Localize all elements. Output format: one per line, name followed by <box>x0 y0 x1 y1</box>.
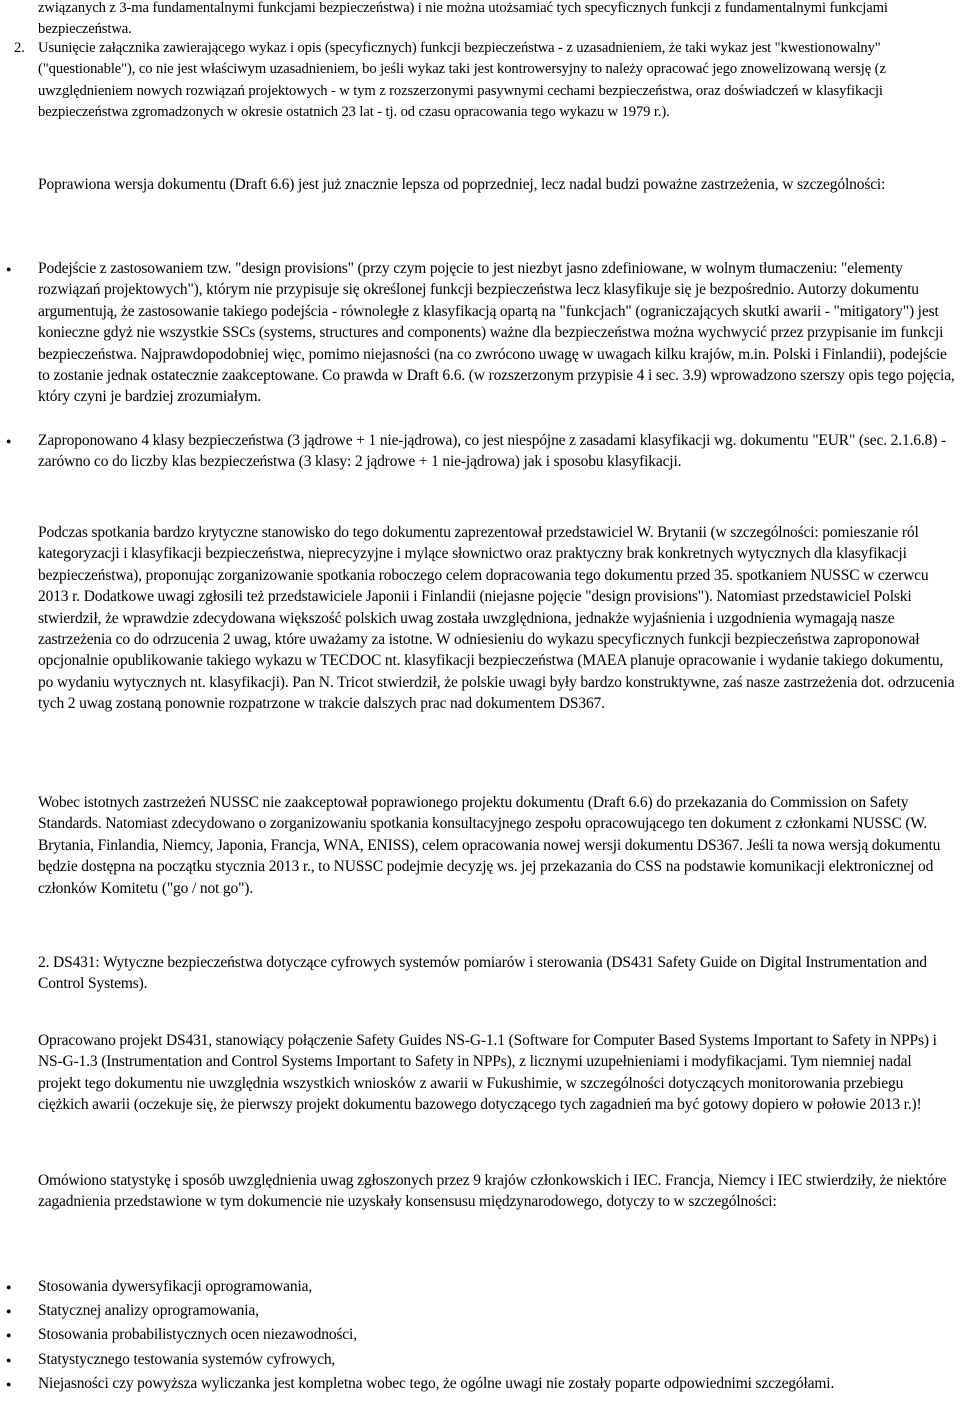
bullet-marker <box>6 430 16 440</box>
meeting-paragraph: Podczas spotkania bardzo krytyczne stanowisko do tego dokumentu zaprezentował przedstawiciel W. Brytanii (w szczególności: pomieszanie ról kategoryzacji i klasyfikacji bezpieczeństwa, nieprecyzyjne i mylące słownictwo oraz praktyczny brak konkretnych wytycznych dla klasyfikacji bezpieczeństwa), proponując zorganizowanie spotkania roboczego celem dopracowania tego dokumentu przed 35. spotkaniem NUSSC w czerwcu 2013 r. Dodatkowe uwagi zgłosili też przedstawiciele Japonii i Finlandii (niejasne pojęcie "design provisions"). Natomiast przedstawiciel Polski stwierdził, że wprawdzie zdecydowana większość polskich uwag została uwzględniona, jednakże wyjaśnienia i uzgodnienia wymagają nasze zastrzeżenia co do odrzucenia 2 uwag, które uważamy za istotne. W odniesieniu do wykazu specyficznych funkcji bezpieczeństwa zaproponował opcjonalnie opublikowanie takiego wykazu w TECDOC nt. klasyfikacji bezpieczeństwa (MAEA planuje opracowanie i wydanie takiego dokumentu, po wydaniu wytycznych nt. klasyfikacji). Pan N. Tricot stwierdził, że polskie uwagi były bardzo konstruktywne, zaś nasze zastrzeżenia dot. odrzucenia tych 2 uwag zostaną ponownie rozpatrzone w trakcie dalszych prac nad dokumentem DS367. <box>38 524 955 713</box>
list-item: Statycznej analizy oprogramowania, <box>38 1302 259 1319</box>
bullet-marker <box>6 258 16 268</box>
list-item: Stosowania probabilistycznych ocen niezawodności, <box>38 1326 357 1343</box>
bullet-marker <box>6 1324 16 1334</box>
list-item: Statystycznego testowania systemów cyfrowych, <box>38 1351 336 1368</box>
ds431-paragraph: Opracowano projekt DS431, stanowiący połączenie Safety Guides NS-G-1.1 (Software for Computer Based Systems Important to Safety in NPPs) i NS-G-1.3 (Instrumentation and Control Systems Important to Safety in NPPs), z licznymi uzupełnieniami i modyfikacjami. Tym niemniej nadal projekt tego dokumentu nie uwzględnia wszystkich wniosków z awarii w Fukushimie, w szczególności dotyczących monitorowania przebiegu ciężkich awarii (oczekuje się, że pierwszy projekt dokumentu bazowego dotyczącego tych zagadnień ma być gotowy dopiero w połowie 2013 r.)! <box>38 1032 937 1114</box>
list-item: Stosowania dywersyfikacji oprogramowania, <box>38 1278 313 1295</box>
nussc-paragraph: Wobec istotnych zastrzeżeń NUSSC nie zaakceptował poprawionego projektu dokumentu (Draft 6.6) do przekazania do Commission on Safety Standards. Natomiast zdecydowano o zorganizowaniu spotkania konsultacyjnego zespołu opracowującego ten dokument z członkami NUSSC (W. Brytania, Finlandia, Niemcy, Japonia, Francja, WNA, ENISS), celem opracowania nowej wersji dokumentu DS367. Jeśli ta nowa wersją dokumentu będzie dostępna na początku stycznia 2013 r., to NUSSC podejmie decyzję ws. jej przekazania do CSS na podstawie komunikacji elektronicznej od członków Komitetu ("go / not go"). <box>38 794 941 897</box>
statistics-paragraph: Omówiono statystykę i sposób uwzględnienia uwag zgłoszonych przez 9 krajów członkowskich i IEC. Francja, Niemcy i IEC stwierdziły, że niektóre zagadnienia przedstawione w tym dokumencie nie uzyskały konsensusu międzynarodowego, dotyczy to w szczególności: <box>38 1172 947 1211</box>
item-2-text: Usunięcie załącznika zawierającego wykaz i opis (specyficznych) funkcji bezpieczeństwa - z uzasadnieniem, że taki wykaz jest "kwestionowalny" ("questionable"), co nie jest właściwym uzasadnieniem, bo jeśli wykaz taki jest kontrowersyjny to należy opracować jego znowelizowaną wersję (z uwzględnieniem nowych rozwiązań projektowych - w tym z rozszerzonymi pasywnymi cechami bezpieczeństwa, oraz doświadczeń w klasyfikacji bezpieczeństwa zgromadzonych w okresie ostatnich 23 lat - tj. od czasu opracowania tego wykazu w 1979 r.). <box>38 40 886 121</box>
bullet-marker <box>6 1373 16 1383</box>
intro-continuation: związanych z 3-ma fundamentalnymi funkcjami bezpieczeństwa) i nie można utożsamiać tych specyficznych funkcji z fundamentalnymi funkcjami bezpieczeństwa. <box>38 0 888 38</box>
bullet-marker <box>6 1276 16 1286</box>
bullet-marker <box>6 1300 16 1310</box>
list-item: Niejasności czy powyższa wyliczanka jest kompletna wobec tego, że ogólne uwagi nie zostały poparte odpowiednimi szczegółami. <box>38 1375 835 1392</box>
bullet-design-provisions: Podejście z zastosowaniem tzw. "design provisions" (przy czym pojęcie to jest niezbyt jasno zdefiniowane, w wolnym tłumaczeniu: "elementy rozwiązań projektowych"), którym nie przypisuje się określonej funkcji bezpieczeństwa lecz klasyfikuje się je bezpośrednio. Autorzy dokumentu argumentują, że zastosowanie takiego podejścia - równoległe z klasyfikacją opartą na "funkcjach" (ograniczających skutki awarii - "mitigatory") jest konieczne gdyż nie wszystkie SSCs (systems, structures and components) ważne dla bezpieczeństwa można wychwycić przez przypisanie im funkcji bezpieczeństwa. Najprawdopodobniej więc, pomimo niejasności (na co zwrócono uwagę w uwagach kilku krajów, m.in. Polski i Finlandii), podejście to zostanie jednak ostatecznie zaakceptowane. Co prawda w Draft 6.6. (w rozszerzonym przypisie 4 i sec. 3.9) wprowadzono szerszy opis tego pojęcia, który czyni je bardziej zrozumiałym. <box>38 260 955 406</box>
ds431-heading: 2. DS431: Wytyczne bezpieczeństwa dotyczące cyfrowych systemów pomiarów i sterowania (DS431 Safety Guide on Digital Instrumentation and Control Systems). <box>38 954 927 993</box>
bullet-marker <box>6 1349 16 1359</box>
item-number-2: 2. <box>14 40 25 56</box>
draft-paragraph: Poprawiona wersja dokumentu (Draft 6.6) jest już znacznie lepsza od poprzedniej, lecz nadal budzi poważne zastrzeżenia, w szczególności: <box>38 176 886 193</box>
bullet-safety-classes: Zaproponowano 4 klasy bezpieczeństwa (3 jądrowe + 1 nie-jądrowa), co jest niespójne z zasadami klasyfikacji wg. dokumentu "EUR" (sec. 2.1.6.8) - zarówno co do liczby klas bezpieczeństwa (3 klasy: 2 jądrowe + 1 nie-jądrowa) jak i sposobu klasyfikacji. <box>38 432 946 471</box>
